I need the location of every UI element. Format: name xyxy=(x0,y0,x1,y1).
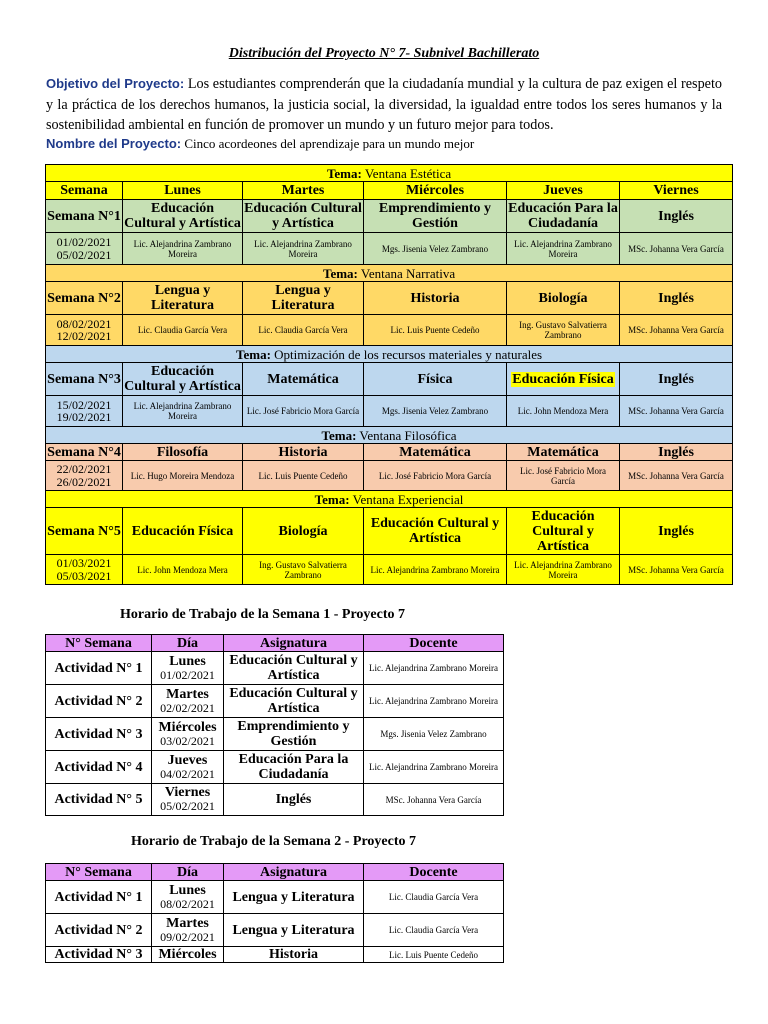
project-name-value: Cinco acordeones del aprendizaje para un mundo mejor xyxy=(181,136,475,151)
tema-name: Ventana Experiencial xyxy=(352,491,464,507)
teacher-cell: Lic. Claudia García Vera xyxy=(243,315,364,346)
week-end-date: 19/02/2021 xyxy=(56,410,112,424)
teacher-cell: Lic. Luis Puente Cedeño xyxy=(364,947,504,963)
activity-label: Actividad N° 3 xyxy=(46,947,152,963)
day-cell xyxy=(152,685,224,718)
week-start-date: 22/02/2021 xyxy=(56,462,112,476)
distribution-table xyxy=(45,164,733,585)
day-name: Martes xyxy=(166,915,209,931)
table-row xyxy=(46,947,504,963)
subject-cell: Lengua y Literatura xyxy=(243,282,364,315)
project-name xyxy=(46,136,474,153)
day-cell xyxy=(152,914,224,947)
tema-label: Tema: xyxy=(322,265,358,281)
header-asignatura: Asignatura xyxy=(224,864,364,881)
header-docente: Docente xyxy=(364,864,504,881)
activity-label: Actividad N° 2 xyxy=(46,685,152,718)
teacher-cell: Lic. Luis Puente Cedeño xyxy=(243,461,364,491)
day-cell xyxy=(152,881,224,914)
tema-name: Ventana Narrativa xyxy=(360,265,456,281)
week-end-date: 05/03/2021 xyxy=(56,568,112,583)
week-dates xyxy=(46,315,123,346)
document-title: Distribución del Proyecto N° 7- Subnivel Bachillerato xyxy=(228,46,540,61)
week-end-date: 12/02/2021 xyxy=(56,329,112,343)
header-lunes: Lunes xyxy=(123,182,243,200)
week-dates xyxy=(46,233,123,265)
header-viernes: Viernes xyxy=(620,182,733,200)
header-jueves: Jueves xyxy=(507,182,620,200)
subject-cell: Historia xyxy=(224,947,364,963)
teacher-cell: Lic. Alejandrina Zambrano Moreira xyxy=(243,233,364,265)
subject-cell: Educación Física xyxy=(123,508,243,555)
week-end-date: 05/02/2021 xyxy=(56,247,112,262)
day-date: 04/02/2021 xyxy=(160,766,215,781)
table-row xyxy=(46,685,504,718)
header-martes: Martes xyxy=(243,182,364,200)
table-row xyxy=(46,751,504,784)
day-cell xyxy=(152,784,224,816)
subject-cell: Inglés xyxy=(620,363,733,396)
objective-text: Los estudiantes comprenderán que la ciudadanía mundial y la cultura de paz exigen el respeto y la práctica de los derechos humanos, la justicia social, la diversidad, la igualdad entre todos los seres humanos y la sostenibilidad ambiental en función de promover un mundo y un futuro mejor para todos. xyxy=(46,76,722,133)
teacher-cell: MSc. Johanna Vera García xyxy=(364,784,504,816)
activity-label: Actividad N° 2 xyxy=(46,914,152,947)
tema-label: Tema: xyxy=(236,346,271,362)
week-label: Semana N°2 xyxy=(46,282,123,315)
day-date: 09/02/2021 xyxy=(160,929,215,944)
teacher-cell: Lic. Alejandrina Zambrano Moreira xyxy=(364,751,504,784)
subject-cell: Filosofía xyxy=(123,444,243,461)
day-cell xyxy=(152,751,224,784)
subject-cell: Historia xyxy=(364,282,507,315)
project-name-label: Nombre del Proyecto: xyxy=(46,136,182,151)
subject-cell: Inglés xyxy=(620,444,733,461)
day-date: 05/02/2021 xyxy=(160,799,215,813)
subject-cell: Educación Cultural y Artística xyxy=(124,201,241,231)
teacher-cell: Mgs. Jisenia Velez Zambrano xyxy=(364,718,504,751)
teacher-cell: Lic. Hugo Moreira Mendoza xyxy=(123,461,243,491)
highlighted-subject: Educación Física xyxy=(512,371,614,387)
subject-cell: Matemática xyxy=(507,444,620,461)
teacher-cell: MSc. Johanna Vera García xyxy=(620,555,733,585)
subject-cell: Matemática xyxy=(364,444,507,461)
subject-cell: Inglés xyxy=(620,508,733,555)
subject-cell: Física xyxy=(364,363,507,396)
teacher-cell: Lic. José Fabricio Mora García xyxy=(364,461,507,491)
activity-label: Actividad N° 1 xyxy=(46,881,152,914)
teacher-cell: MSc. Johanna Vera García xyxy=(620,233,733,265)
activity-label: Actividad N° 1 xyxy=(46,652,152,685)
tema-row xyxy=(46,491,733,508)
teacher-cell: Lic. John Mendoza Mera xyxy=(123,555,243,585)
teacher-cell: Lic. José Fabricio Mora García xyxy=(243,396,364,427)
subject-cell: Emprendimiento y Gestión xyxy=(224,718,364,751)
subject-cell: Educación Para la Ciudadanía xyxy=(508,201,618,231)
activity-label: Actividad N° 3 xyxy=(46,718,152,751)
subject-cell: Educación Cultural y Artística xyxy=(364,508,507,555)
header-dia: Día xyxy=(152,864,224,881)
subject-cell: Inglés xyxy=(620,282,733,315)
day-date: 02/02/2021 xyxy=(160,700,215,715)
week-dates xyxy=(46,555,123,585)
tema-name: Optimización de los recursos materiales y naturales xyxy=(274,346,543,362)
subject-cell: Educación Cultural y Artística xyxy=(224,652,364,685)
activity-label: Actividad N° 4 xyxy=(46,751,152,784)
day-date: 08/02/2021 xyxy=(160,896,215,911)
tema-name: Ventana Estética xyxy=(364,165,452,181)
tema-row xyxy=(46,427,733,444)
activity-label: Actividad N° 5 xyxy=(46,784,152,816)
teacher-cell: Lic. José Fabricio Mora García xyxy=(507,461,620,491)
subject-cell: Emprendimiento y Gestión xyxy=(364,200,507,233)
project-objective xyxy=(46,74,722,136)
subject-cell: Educación Cultural y Artística xyxy=(124,364,241,394)
tema-row xyxy=(46,346,733,363)
subject-cell: Educación Cultural y Artística xyxy=(224,685,364,718)
table-row xyxy=(46,914,504,947)
teacher-cell: MSc. Johanna Vera García xyxy=(620,396,733,427)
subject-cell: Educación Cultural y Artística xyxy=(244,201,362,231)
teacher-cell: Mgs. Jisenia Velez Zambrano xyxy=(364,396,507,427)
header-asignatura: Asignatura xyxy=(224,635,364,652)
subject-cell: Biología xyxy=(507,282,620,315)
subject-cell: Biología xyxy=(243,508,364,555)
day-name: Lunes xyxy=(169,882,206,898)
table-row xyxy=(46,784,504,816)
teacher-cell: Lic. John Mendoza Mera xyxy=(507,396,620,427)
week-start-date: 01/02/2021 xyxy=(56,235,112,249)
teacher-cell: Ing. Gustavo Salvatierra Zambrano xyxy=(507,315,620,346)
week-label: Semana N°3 xyxy=(46,363,123,396)
teacher-cell: Lic. Alejandrina Zambrano Moreira xyxy=(123,396,243,427)
header-docente: Docente xyxy=(364,635,504,652)
teacher-cell: Lic. Alejandrina Zambrano Moreira xyxy=(364,555,507,585)
tema-label: Tema: xyxy=(326,165,362,181)
teacher-cell: Lic. Claudia García Vera xyxy=(364,881,504,914)
header-semana: N° Semana xyxy=(46,864,152,881)
week-label: Semana N°4 xyxy=(47,444,121,460)
subject-cell: Lengua y Literatura xyxy=(224,914,364,947)
teacher-cell: Lic. Claudia García Vera xyxy=(123,315,243,346)
week-start-date: 08/02/2021 xyxy=(56,316,112,331)
table-row xyxy=(46,652,504,685)
objective-label: Objetivo del Proyecto: xyxy=(46,76,185,91)
tema-label: Tema: xyxy=(314,491,350,507)
day-name: Martes xyxy=(166,686,209,702)
tema-name: Ventana Filosófica xyxy=(359,427,457,443)
teacher-cell: Ing. Gustavo Salvatierra Zambrano xyxy=(243,555,364,585)
schedule-1-table xyxy=(45,634,504,816)
day-name: Miércoles xyxy=(158,719,217,735)
week-start-date: 01/03/2021 xyxy=(56,556,112,570)
schedule-1-title: Horario de Trabajo de la Semana 1 - Proyecto 7 xyxy=(120,607,406,622)
subject-cell: Inglés xyxy=(620,200,733,233)
teacher-cell: Lic. Alejandrina Zambrano Moreira xyxy=(507,555,620,585)
teacher-cell: Lic. Luis Puente Cedeño xyxy=(364,315,507,346)
week-dates xyxy=(46,396,123,427)
teacher-cell: Lic. Claudia García Vera xyxy=(364,914,504,947)
day-name: Viernes xyxy=(164,785,211,800)
teacher-cell: Lic. Alejandrina Zambrano Moreira xyxy=(123,233,243,265)
day-cell xyxy=(152,718,224,751)
header-miercoles: Miércoles xyxy=(364,182,507,200)
week-dates xyxy=(46,461,123,491)
day-date: 03/02/2021 xyxy=(160,733,215,748)
table-row xyxy=(46,718,504,751)
table-row xyxy=(46,881,504,914)
tema-label: Tema: xyxy=(321,427,357,443)
day-name: Jueves xyxy=(167,752,208,768)
subject-cell: Educación Para la Ciudadanía xyxy=(224,751,364,784)
day-name: Lunes xyxy=(169,653,206,669)
tema-row xyxy=(46,165,733,182)
teacher-cell: MSc. Johanna Vera García xyxy=(620,315,733,346)
day-cell xyxy=(152,947,224,963)
teacher-cell: Mgs. Jisenia Velez Zambrano xyxy=(364,233,507,265)
schedule-2-table xyxy=(45,863,504,963)
day-cell xyxy=(152,652,224,685)
tema-row xyxy=(46,265,733,282)
schedule-2-title: Horario de Trabajo de la Semana 2 - Proyecto 7 xyxy=(131,834,417,849)
week-label: Semana N°1 xyxy=(46,200,123,233)
subject-cell: Matemática xyxy=(243,363,364,396)
header-dia: Día xyxy=(152,635,224,652)
subject-cell: Historia xyxy=(243,444,364,461)
week-start-date: 15/02/2021 xyxy=(56,397,112,412)
header-semana: N° Semana xyxy=(46,635,152,652)
teacher-cell: MSc. Johanna Vera García xyxy=(620,461,733,491)
header-semana: Semana xyxy=(46,182,123,200)
week-label: Semana N°5 xyxy=(46,508,123,555)
day-date: 01/02/2021 xyxy=(160,667,215,682)
subject-cell: Educación Cultural y Artística xyxy=(507,508,620,555)
teacher-cell: Lic. Alejandrina Zambrano Moreira xyxy=(364,685,504,718)
subject-cell xyxy=(507,363,620,396)
day-name: Miércoles xyxy=(158,946,217,962)
subject-cell: Inglés xyxy=(224,784,364,816)
week-end-date: 26/02/2021 xyxy=(56,474,112,489)
subject-cell: Lengua y Literatura xyxy=(224,881,364,914)
teacher-cell: Lic. Alejandrina Zambrano Moreira xyxy=(507,233,620,265)
teacher-cell: Lic. Alejandrina Zambrano Moreira xyxy=(364,652,504,685)
subject-cell: Lengua y Literatura xyxy=(123,282,243,315)
